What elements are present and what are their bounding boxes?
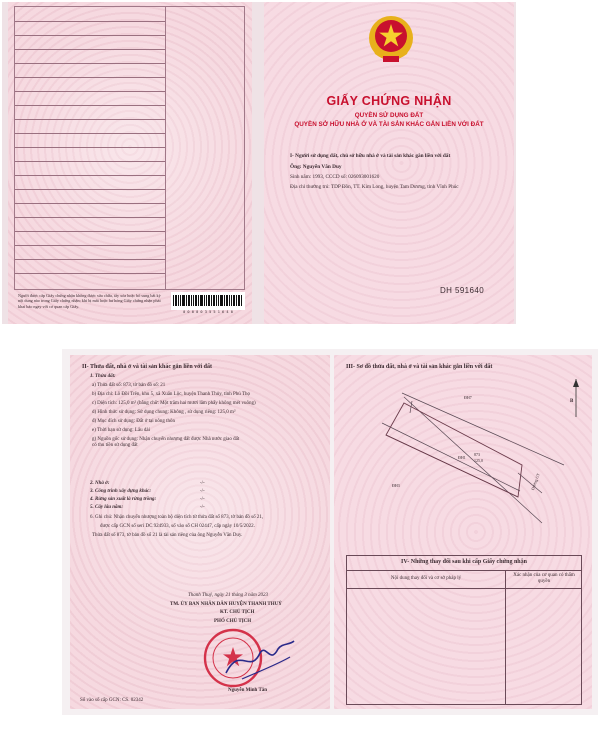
construction-value: -/-: [200, 489, 205, 494]
trees-label: 5. Cây lâu năm:: [90, 505, 124, 510]
signer-name: Nguyễn Minh Tân: [228, 688, 268, 693]
cover-left-page: [8, 2, 252, 324]
north-arrow-icon: [573, 379, 579, 417]
signature-icon: [220, 635, 300, 685]
parcel-label: ĐH7: [464, 395, 472, 400]
land-line: c) Diện tích: 125,0 m² (bằng chữ: Một trăm hai mươi lăm phẩy không mét vuông): [92, 401, 256, 406]
construction-label: 3. Công trình xây dựng khác:: [90, 489, 152, 494]
parcel-number: 873: [474, 452, 480, 457]
certificate-cover-spread: [2, 2, 516, 324]
land-line: a) Thửa đất số: 873, tờ bản đồ số: 21: [92, 383, 166, 388]
column-changes-content: Nội dung thay đổi và cơ sở pháp lý: [390, 576, 462, 581]
parcel-area: 125,0: [474, 458, 483, 463]
cover-footnote: Người được cấp Giấy chứng nhận không được sửa chữa, tẩy xóa hoặc bổ sung bất kỳ nội dung nào trong Giấy chứng nhận; khi bị mất hoặc hư hỏng Giấy chứng nhận phải khai báo ngay với cơ quan cấp Giấy.: [18, 293, 161, 309]
forest-label: 4. Rừng sản xuất là rừng trồng:: [90, 497, 157, 502]
land-heading: 1. Thửa đất:: [90, 374, 116, 379]
trees-value: -/-: [200, 505, 205, 510]
land-line: e) Thời hạn sử dụng: Lâu dài: [92, 428, 151, 433]
note-line: Thửa đất số 873, tờ bản đồ số 21 là tài sản riêng của ông Nguyễn Văn Duy.: [92, 533, 243, 538]
ruled-area-right: [164, 6, 245, 290]
certificate-inside-spread: [62, 349, 598, 715]
inside-right-page: [334, 355, 592, 709]
forest-value: -/-: [200, 497, 205, 502]
owner-birth: Sinh năm: 1993, CCCD số: 026093001620: [290, 174, 380, 180]
barcode-number: 0 0 0 0 0 3 5 5 1 6 4 0: [183, 310, 233, 314]
land-line: đ) Mục đích sử dụng: Đất ở tại nông thôn: [92, 419, 175, 424]
north-label: B: [570, 399, 574, 404]
owner-name: Ông: Nguyễn Văn Duy: [290, 164, 342, 170]
land-line: g) Nguồn gốc sử dụng: Nhận chuyển nhượng đất được Nhà nước giao đất có thu tiền sử dụng đất: [92, 437, 240, 449]
national-emblem-icon: [363, 12, 419, 68]
parcel-label: ĐH3: [392, 483, 400, 488]
cover-right-page: [264, 2, 514, 324]
column-authority-confirmation: Xác nhận của cơ quan có thẩm quyền: [513, 573, 575, 585]
house-value: -/-: [200, 481, 205, 486]
land-line: d) Hình thức sử dụng: Sử dụng chung: Không , sử dụng riêng: 125,0 m²: [92, 410, 236, 415]
owner-address: Địa chỉ thường trú: TDP Đồn, TT. Kim Long, huyện Tam Dương, tỉnh Vĩnh Phúc: [290, 184, 459, 190]
house-label: 2. Nhà ở:: [90, 481, 110, 486]
registry-number: Số vào sổ cấp GCN: CS. 02342: [80, 698, 144, 703]
note-line: được cấp GCN số seri DC 924933, số vào sổ CH 02447, cấp ngày 10/5/2022.: [100, 524, 255, 529]
section3-heading: III- Sơ đồ thửa đất, nhà ở và tài sản khác gắn liền với đất: [346, 364, 493, 370]
section2-heading: II- Thửa đất, nhà ở và tài sản khác gắn liền với đất: [82, 364, 212, 370]
section1-heading: I- Người sử dụng đất, chủ sở hữu nhà ở và tài sản khác gắn liền với đất: [290, 153, 451, 159]
changes-table: [346, 555, 582, 705]
note-line: 6. Ghi chú: Nhận chuyển nhượng toàn bộ diện tích từ thửa đất số 873, tờ bản đồ số 21,: [90, 515, 264, 520]
certificate-subtitle-2: QUYỀN SỞ HỮU NHÀ Ở VÀ TÀI SẢN KHÁC GẮN LIỀN VỚI ĐẤT: [294, 121, 484, 128]
authority-line-2: KT. CHỦ TỊCH: [220, 610, 255, 615]
certificate-subtitle-1: QUYỀN SỬ DỤNG ĐẤT: [354, 112, 424, 119]
authority-line-1: TM. ỦY BAN NHÂN DÂN HUYỆN THANH THUỶ: [170, 602, 282, 607]
serial-number: DH 591640: [440, 286, 485, 295]
issue-date: Thanh Thuỷ, ngày 21 tháng 3 năm 2023: [188, 593, 268, 598]
ruled-area: [14, 6, 166, 290]
authority-line-3: PHÓ CHỦ TỊCH: [214, 619, 252, 624]
land-line: b) Địa chỉ: Lô Đồi Trên, khu 5, xã Xuân Lộc, huyện Thanh Thủy, tỉnh Phú Thọ: [92, 392, 250, 397]
road-label: Đường GT: [530, 472, 541, 491]
parcel-label: ĐH1: [458, 455, 466, 460]
section4-heading: IV- Những thay đổi sau khi cấp Giấy chứng nhận: [401, 559, 527, 565]
certificate-title: GIẤY CHỨNG NHẬN: [326, 94, 452, 108]
barcode: [171, 292, 245, 314]
inside-left-page: [70, 355, 330, 709]
barcode-bars: [173, 295, 243, 306]
